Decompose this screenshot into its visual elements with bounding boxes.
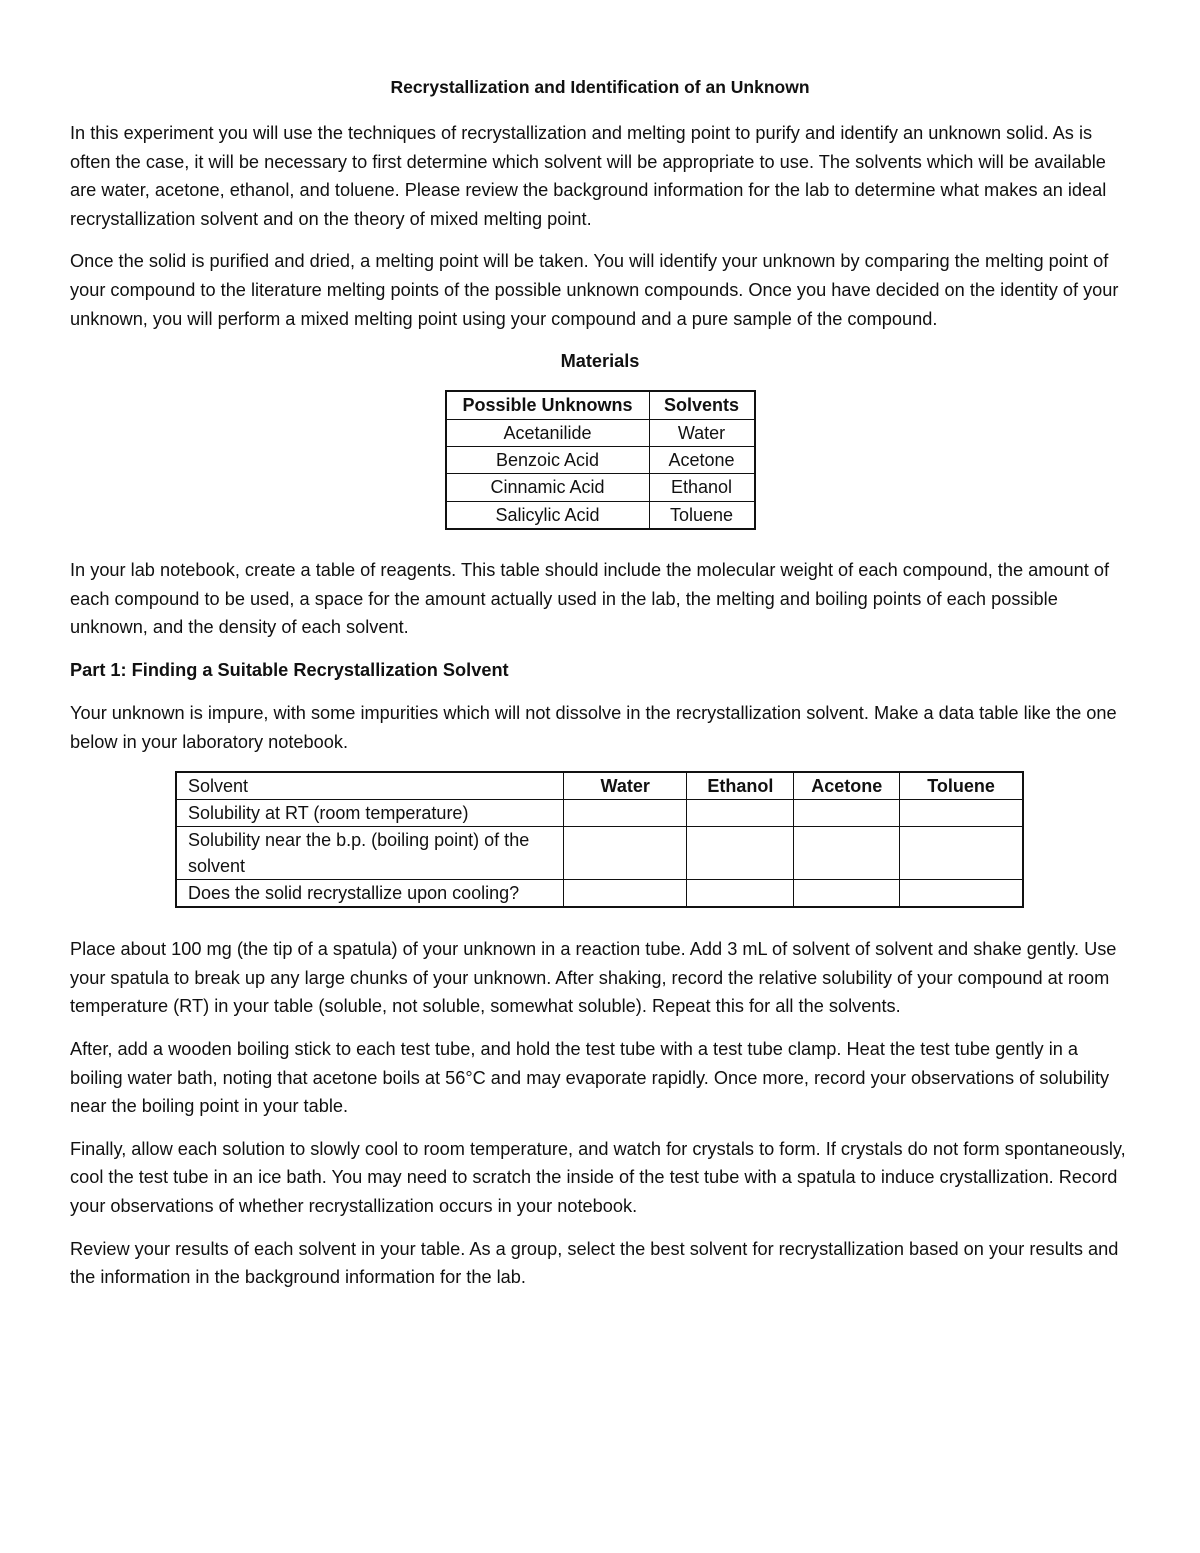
- unknown-cell: Cinnamic Acid: [446, 474, 650, 501]
- row-label: Solubility near the b.p. (boiling point) of the solvent: [176, 827, 563, 880]
- solvent-cell: Toluene: [649, 501, 755, 529]
- header-acetone: Acetone: [794, 772, 900, 800]
- table-cell: [563, 800, 687, 827]
- row-label: Solubility at RT (room temperature): [176, 800, 563, 827]
- table-cell: [687, 827, 794, 880]
- solvent-cell: Ethanol: [649, 474, 755, 501]
- table-cell: [794, 800, 900, 827]
- table-row: [446, 419, 755, 446]
- header-toluene: Toluene: [900, 772, 1023, 800]
- procedure-paragraph-1: Place about 100 mg (the tip of a spatula) of your unknown in a reaction tube. Add 3 mL of solvent of solvent and shake gently. Use your spatula to break up any large chunks of your unknown. After shaking, record the relative solubility of your compound at room temperature (RT) in your table (soluble, not soluble, somewhat soluble). Repeat this for all the solvents.: [70, 939, 1117, 1017]
- solvent-cell: Acetone: [649, 446, 755, 473]
- table-cell: [687, 880, 794, 908]
- unknown-cell: Salicylic Acid: [446, 501, 650, 529]
- table-row: [176, 827, 1023, 880]
- procedure-paragraph-3: Finally, allow each solution to slowly cool to room temperature, and watch for crystals to form. If crystals do not form spontaneously, cool the test tube in an ice bath. You may need to scratch the inside of the test tube with a spatula to induce crystallization. Record your observations of whether recrystallization occurs in your notebook.: [70, 1138, 1126, 1216]
- materials-header-unknowns: Possible Unknowns: [446, 391, 650, 419]
- intro-paragraph-1: In this experiment you will use the techniques of recrystallization and melting point to purify and identify an unknown solid. As is often the case, it will be necessary to first determine which solvent will be appropriate to use. The solvents which will be available are water, acetone, ethanol, and toluene. Please review the background information for the lab to determine what makes an ideal recrystallization solvent and on the theory of mixed melting point.: [70, 123, 1107, 229]
- table-row: [176, 800, 1023, 827]
- header-water: Water: [563, 772, 687, 800]
- document-body: [70, 70, 1130, 1306]
- part1-heading: Part 1: Finding a Suitable Recrystallization Solvent: [70, 659, 509, 680]
- table-cell: [900, 827, 1023, 880]
- header-ethanol: Ethanol: [687, 772, 794, 800]
- materials-heading: Materials: [560, 351, 640, 372]
- materials-table: [445, 390, 756, 530]
- table-cell: [794, 880, 900, 908]
- table-cell: [687, 800, 794, 827]
- unknown-cell: Benzoic Acid: [446, 446, 650, 473]
- procedure-paragraph-2: After, add a wooden boiling stick to each test tube, and hold the test tube with a test tube clamp. Heat the test tube gently in a boiling water bath, noting that acetone boils at 56°C and may evaporate rapidly. Once more, record your observations of solubility near the boiling point in your table.: [70, 1038, 1110, 1117]
- materials-header-solvents: Solvents: [649, 391, 755, 419]
- document-title: Recrystallization and Identification of an Unknown: [390, 77, 810, 97]
- table-cell: [900, 800, 1023, 827]
- solubility-table: [175, 771, 1024, 908]
- row-label: Does the solid recrystallize upon cooling?: [176, 880, 563, 908]
- part1-intro: Your unknown is impure, with some impurities which will not dissolve in the recrystallization solvent. Make a data table like the one below in your laboratory notebook.: [70, 702, 1117, 752]
- table-row: [176, 880, 1023, 908]
- procedure-paragraph-4: Review your results of each solvent in your table. As a group, select the best solvent for recrystallization based on your results and the information in the background information for the lab.: [70, 1238, 1119, 1288]
- table-cell: [563, 827, 687, 880]
- materials-header-row: [446, 391, 755, 419]
- reagents-paragraph: In your lab notebook, create a table of reagents. This table should include the molecular weight of each compound, the amount of each compound to be used, a space for the amount actually used in the lab, the melting and boiling points of each possible unknown, and the density of each solvent.: [70, 560, 1110, 638]
- intro-paragraph-2: Once the solid is purified and dried, a melting point will be taken. You will identify your unknown by comparing the melting point of your compound to the literature melting points of the possible unknown compounds. Once you have decided on the identity of your unknown, you will perform a mixed melting point using your compound and a pure sample of the compound.: [70, 251, 1119, 329]
- unknown-cell: Acetanilide: [446, 419, 650, 446]
- table-row: [446, 446, 755, 473]
- table-cell: [900, 880, 1023, 908]
- table-cell: [563, 880, 687, 908]
- table-row: [446, 501, 755, 529]
- solvent-cell: Water: [649, 419, 755, 446]
- table-cell: [794, 827, 900, 880]
- header-solvent: Solvent: [176, 772, 563, 800]
- solubility-header-row: [176, 772, 1023, 800]
- table-row: [446, 474, 755, 501]
